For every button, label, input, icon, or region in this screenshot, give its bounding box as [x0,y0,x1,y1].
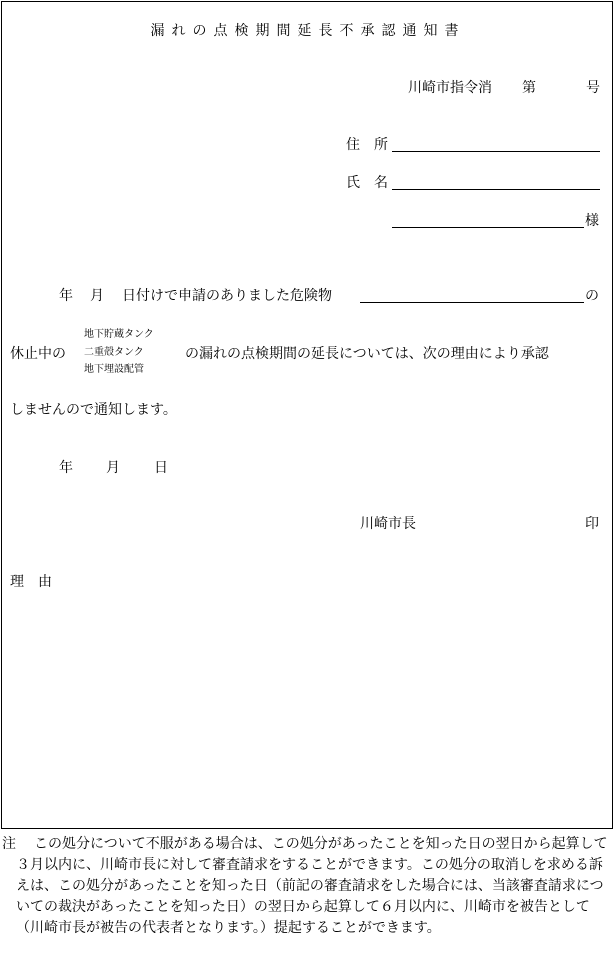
date-year: 年 [59,460,73,476]
facility-option-1: 地下貯蔵タンク [84,329,154,340]
address-line [392,151,600,152]
reason-label: 理 由 [10,574,52,590]
application-year: 年 [59,288,73,304]
issuer-name: 川崎市長 [360,516,416,532]
date-month: 月 [106,460,120,476]
application-no: の [585,288,599,304]
application-text: 日付けで申請のありました危険物 [122,288,332,304]
hazardous-material-line [360,302,584,303]
facility-option-3: 地下埋設配管 [84,364,144,375]
seal-mark: 印 [585,516,599,532]
reference-go: 号 [586,80,600,96]
addressee-line [392,227,584,228]
application-month: 月 [90,288,104,304]
date-day: 日 [154,460,168,476]
address-label: 住 所 [346,137,388,153]
note-label: 注 [2,836,16,852]
document-frame [1,1,613,829]
document-title: 漏れの点検期間延長不承認通知書 [150,23,466,39]
facility-suffix: の漏れの点検期間の延長については、次の理由により承認 [185,346,549,362]
note-text: この処分について不服がある場合は、この処分があったことを知った日の翌日から起算して３月以内に、川崎市長に対して審査請求をすることができます。この処分の取消しを求める訴えは、この処分があったことを知った日（前記の審査請求をした場合には、当該審査請求についての裁決があったことを知った日）の翌日から起算して６月以内に、川崎市を被告として（川崎市長が被告の代表者となります。）提起することができます。 [16,836,608,936]
reference-prefix: 川崎市指令消 [408,80,492,96]
sama-label: 様 [585,213,599,229]
name-label: 氏 名 [346,175,388,191]
facility-option-2: 二重殻タンク [84,347,144,358]
facility-prefix: 休止中の [10,346,66,362]
name-line [392,189,600,190]
continuation-text: しませんので通知します。 [10,402,177,418]
reference-dai: 第 [522,80,536,96]
